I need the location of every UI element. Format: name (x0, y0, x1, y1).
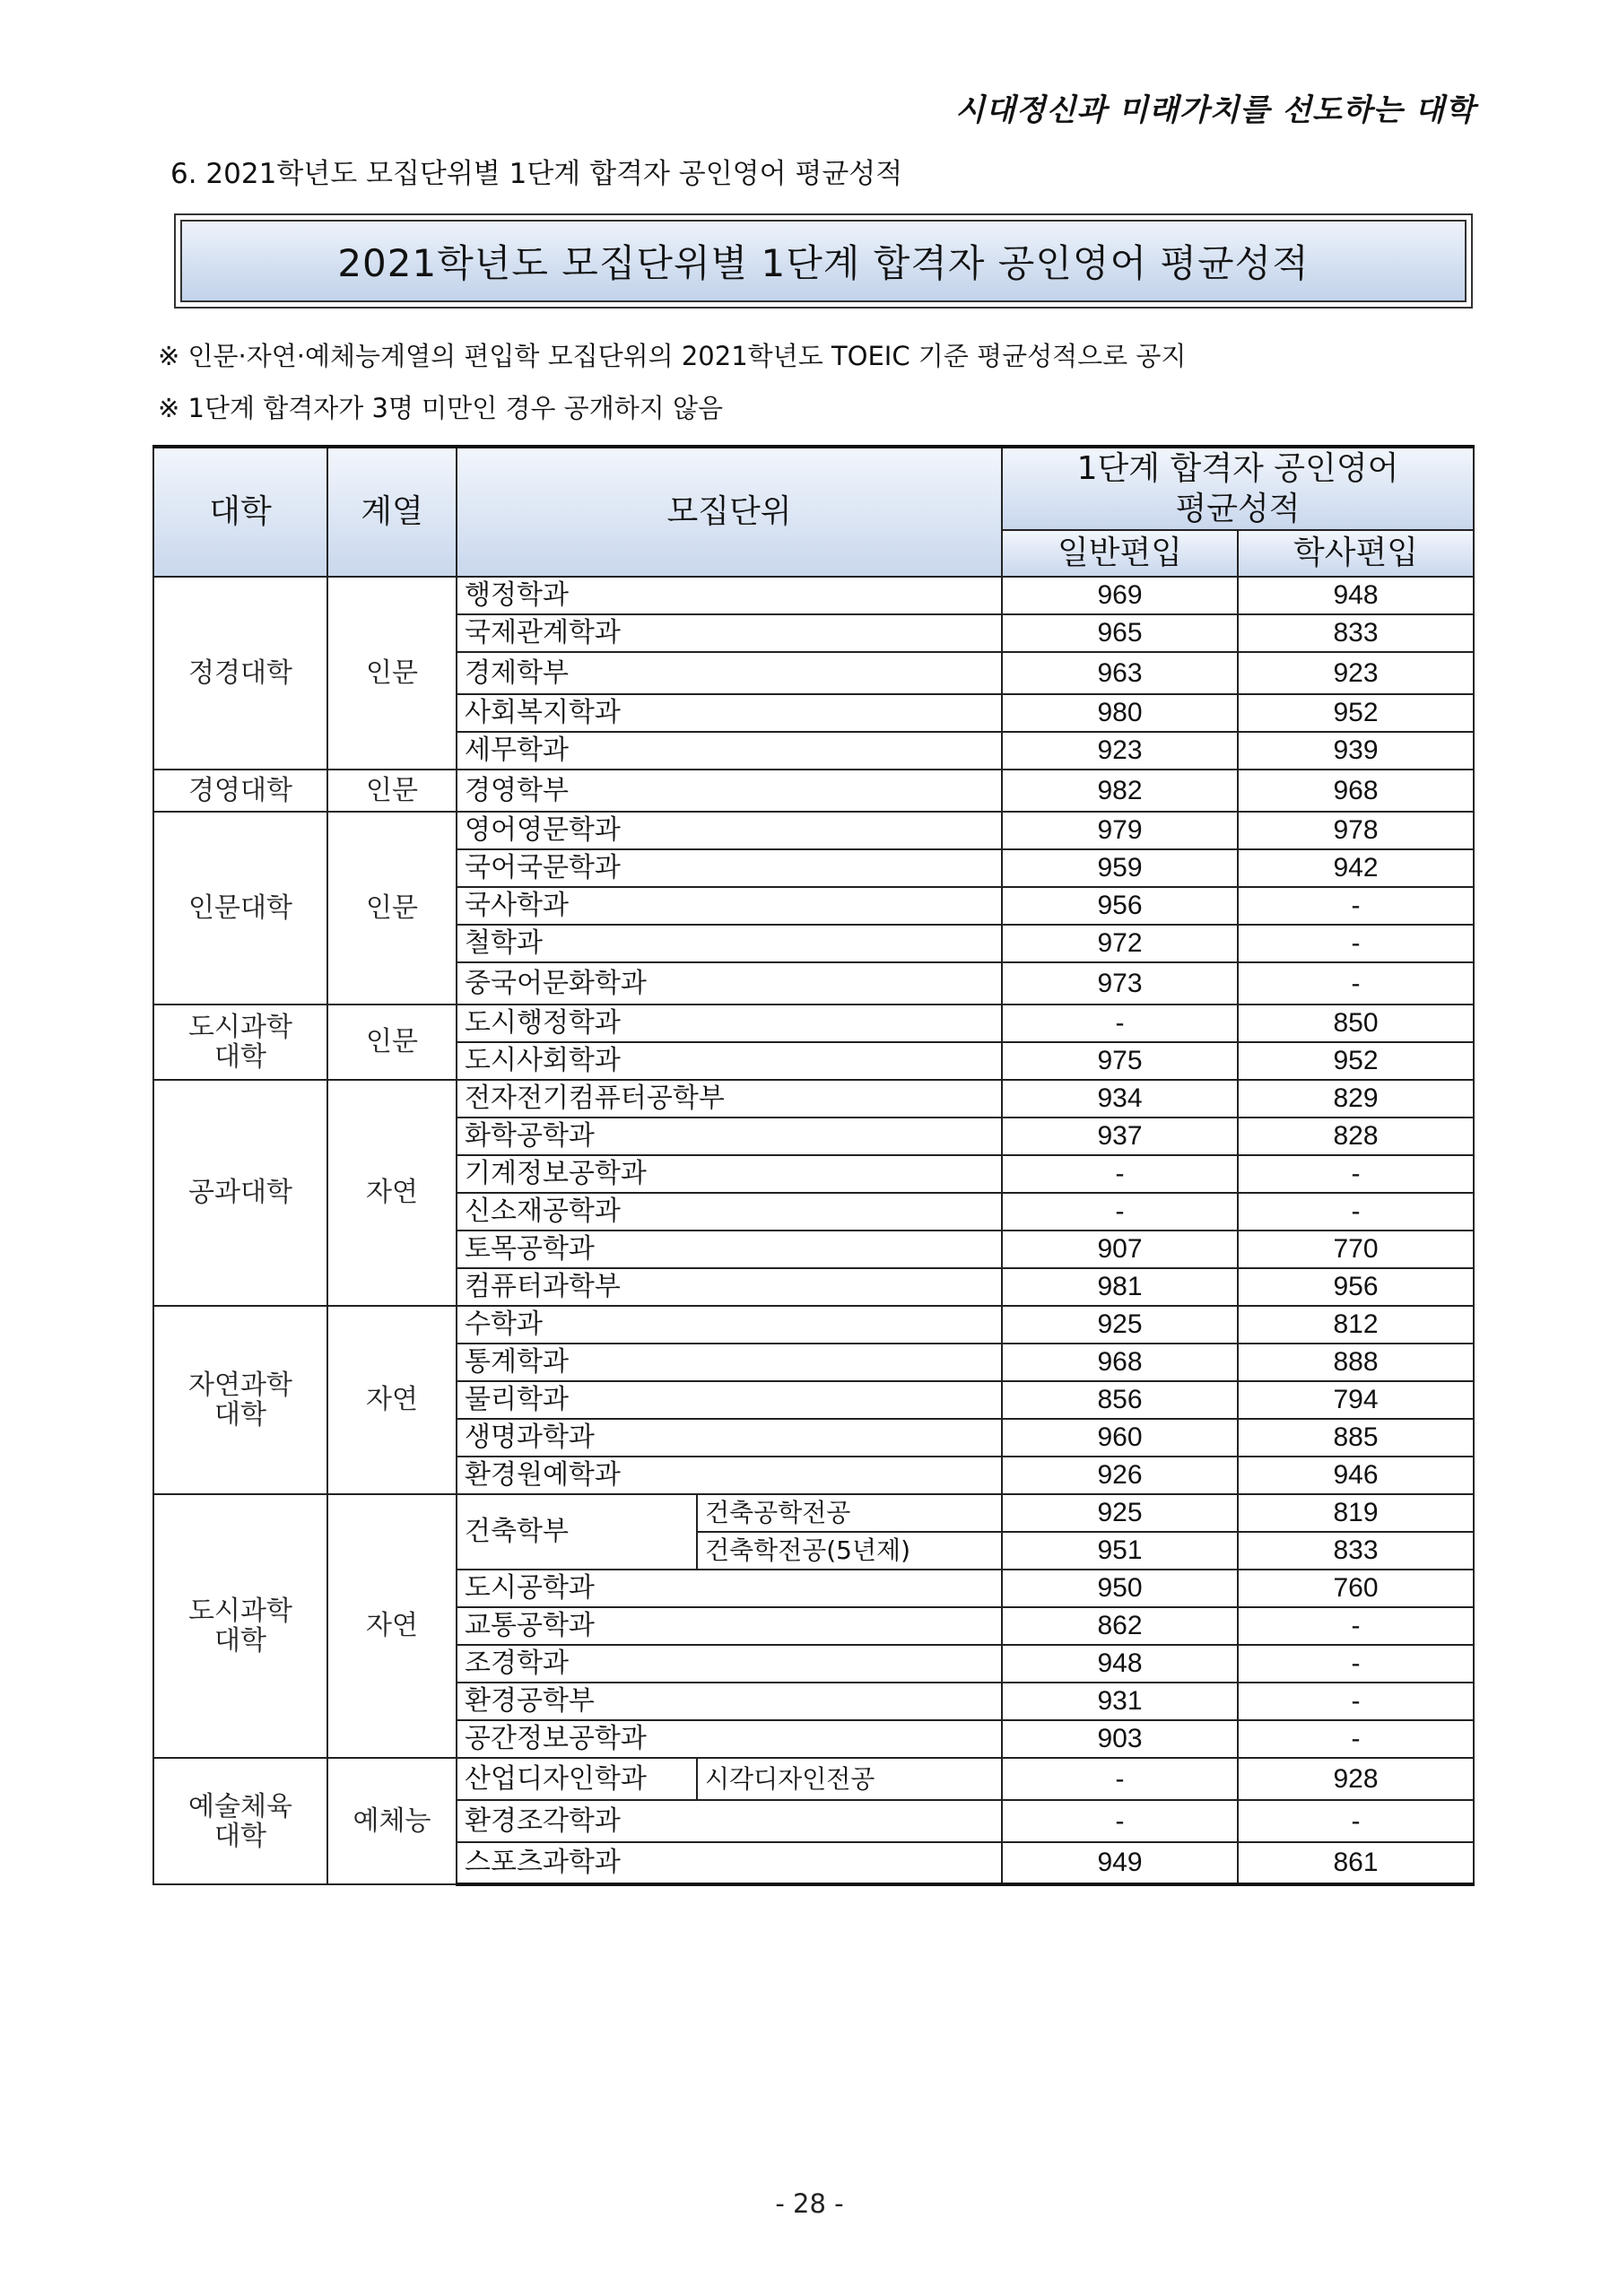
unit-cell: 교통공학과 (457, 1607, 1002, 1645)
general-score: 959 (1002, 849, 1238, 887)
general-score: 903 (1002, 1720, 1238, 1758)
general-score: 982 (1002, 770, 1238, 812)
college-cell: 공과대학 (153, 1080, 327, 1306)
bachelor-score: 850 (1238, 1004, 1474, 1042)
unit-cell: 생명과학과 (457, 1419, 1002, 1457)
sub-unit-cell: 건축학전공(5년제) (697, 1532, 1002, 1570)
college-cell: 자연과학 대학 (153, 1306, 327, 1494)
unit-cell: 도시공학과 (457, 1570, 1002, 1607)
bachelor-score: 760 (1238, 1570, 1474, 1607)
college-cell: 도시과학 대학 (153, 1004, 327, 1080)
bachelor-score: 885 (1238, 1419, 1474, 1457)
note-toeic-basis: ※ 인문·자연·예체능계열의 편입학 모집단위의 2021학년도 TOEIC 기준 평균성적으로 공지 (158, 341, 1187, 371)
unit-cell: 영어영문학과 (457, 812, 1002, 849)
bachelor-score: - (1238, 1193, 1474, 1231)
unit-cell: 환경조각학과 (457, 1800, 1002, 1842)
general-score: 907 (1002, 1231, 1238, 1268)
unit-cell: 사회복지학과 (457, 694, 1002, 732)
general-score: 956 (1002, 887, 1238, 925)
field-cell: 인문 (327, 1004, 457, 1080)
bachelor-score: 828 (1238, 1118, 1474, 1155)
unit-cell: 세무학과 (457, 732, 1002, 770)
bachelor-score: 833 (1238, 1532, 1474, 1570)
unit-cell: 건축학부 (457, 1494, 697, 1570)
bachelor-score: 923 (1238, 652, 1474, 694)
unit-cell: 환경공학부 (457, 1683, 1002, 1720)
college-cell: 도시과학 대학 (153, 1494, 327, 1758)
bachelor-score: - (1238, 962, 1474, 1004)
general-score: 925 (1002, 1494, 1238, 1532)
bachelor-score: 812 (1238, 1306, 1474, 1344)
bachelor-score: 952 (1238, 694, 1474, 732)
general-score: 972 (1002, 925, 1238, 962)
bachelor-score: 819 (1238, 1494, 1474, 1532)
bachelor-score: - (1238, 1720, 1474, 1758)
header-general: 일반편입 (1002, 530, 1238, 577)
note-disclosure: ※ 1단계 합격자가 3명 미만인 경우 공개하지 않음 (158, 393, 723, 423)
table-header (153, 447, 1474, 577)
field-cell: 자연 (327, 1306, 457, 1494)
field-cell: 인문 (327, 577, 457, 770)
bachelor-score: - (1238, 1800, 1474, 1842)
general-score: - (1002, 1155, 1238, 1193)
unit-cell: 도시행정학과 (457, 1004, 1002, 1042)
general-score: 934 (1002, 1080, 1238, 1118)
bachelor-score: 833 (1238, 614, 1474, 652)
bachelor-score: 968 (1238, 770, 1474, 812)
unit-cell: 행정학과 (457, 577, 1002, 614)
college-cell: 정경대학 (153, 577, 327, 770)
general-score: 963 (1002, 652, 1238, 694)
bachelor-score: 794 (1238, 1381, 1474, 1419)
general-score: 981 (1002, 1268, 1238, 1306)
field-cell: 예체능 (327, 1758, 457, 1884)
university-slogan: 시대정신과 미래가치를 선도하는 대학 (954, 92, 1475, 128)
general-score: 969 (1002, 577, 1238, 614)
bachelor-score: - (1238, 1607, 1474, 1645)
unit-cell: 경영학부 (457, 770, 1002, 812)
unit-cell: 국어국문학과 (457, 849, 1002, 887)
title-box (174, 213, 1473, 309)
bachelor-score: 948 (1238, 577, 1474, 614)
general-score: 951 (1002, 1532, 1238, 1570)
unit-cell: 환경원예학과 (457, 1457, 1002, 1494)
bachelor-score: - (1238, 1155, 1474, 1193)
unit-cell: 조경학과 (457, 1645, 1002, 1683)
general-score: 980 (1002, 694, 1238, 732)
general-score: 937 (1002, 1118, 1238, 1155)
unit-cell: 철학과 (457, 925, 1002, 962)
bachelor-score: - (1238, 887, 1474, 925)
unit-cell: 화학공학과 (457, 1118, 1002, 1155)
general-score: - (1002, 1800, 1238, 1842)
bachelor-score: 829 (1238, 1080, 1474, 1118)
bachelor-score: 928 (1238, 1758, 1474, 1800)
general-score: 950 (1002, 1570, 1238, 1607)
bachelor-score: 861 (1238, 1842, 1474, 1884)
general-score: - (1002, 1758, 1238, 1800)
college-cell: 경영대학 (153, 770, 327, 812)
general-score: 973 (1002, 962, 1238, 1004)
page-number: - 28 - (775, 2188, 844, 2219)
header-score-group: 1단계 합격자 공인영어 평균성적 (1002, 447, 1474, 530)
unit-cell: 국사학과 (457, 887, 1002, 925)
header-field: 계열 (327, 447, 457, 577)
header-unit: 모집단위 (457, 447, 1002, 577)
score-table (152, 445, 1475, 1886)
general-score: 923 (1002, 732, 1238, 770)
table-body (153, 577, 1474, 1884)
header-bachelor: 학사편입 (1238, 530, 1474, 577)
field-cell: 자연 (327, 1080, 457, 1306)
unit-cell: 도시사회학과 (457, 1042, 1002, 1080)
unit-cell: 경제학부 (457, 652, 1002, 694)
bachelor-score: 956 (1238, 1268, 1474, 1306)
general-score: 949 (1002, 1842, 1238, 1884)
general-score: 960 (1002, 1419, 1238, 1457)
bachelor-score: 952 (1238, 1042, 1474, 1080)
bachelor-score: 942 (1238, 849, 1474, 887)
bachelor-score: 888 (1238, 1344, 1474, 1381)
general-score: 965 (1002, 614, 1238, 652)
general-score: 856 (1002, 1381, 1238, 1419)
college-cell: 인문대학 (153, 812, 327, 1004)
bachelor-score: - (1238, 1683, 1474, 1720)
college-cell: 예술체육 대학 (153, 1758, 327, 1884)
field-cell: 인문 (327, 770, 457, 812)
general-score: 862 (1002, 1607, 1238, 1645)
general-score: 979 (1002, 812, 1238, 849)
unit-cell: 수학과 (457, 1306, 1002, 1344)
general-score: - (1002, 1193, 1238, 1231)
header-college: 대학 (153, 447, 327, 577)
unit-cell: 산업디자인학과 (457, 1758, 697, 1800)
unit-cell: 신소재공학과 (457, 1193, 1002, 1231)
sub-unit-cell: 건축공학전공 (697, 1494, 1002, 1532)
table-title: 2021학년도 모집단위별 1단계 합격자 공인영어 평균성적 (180, 220, 1467, 302)
bachelor-score: - (1238, 925, 1474, 962)
sub-unit-cell: 시각디자인전공 (697, 1758, 1002, 1800)
field-cell: 인문 (327, 812, 457, 1004)
section-heading: 6. 2021학년도 모집단위별 1단계 합격자 공인영어 평균성적 (170, 158, 903, 190)
field-cell: 자연 (327, 1494, 457, 1758)
unit-cell: 기계정보공학과 (457, 1155, 1002, 1193)
bachelor-score: 770 (1238, 1231, 1474, 1268)
unit-cell: 통계학과 (457, 1344, 1002, 1381)
general-score: 931 (1002, 1683, 1238, 1720)
unit-cell: 중국어문화학과 (457, 962, 1002, 1004)
unit-cell: 국제관계학과 (457, 614, 1002, 652)
general-score: 948 (1002, 1645, 1238, 1683)
general-score: 926 (1002, 1457, 1238, 1494)
unit-cell: 토목공학과 (457, 1231, 1002, 1268)
unit-cell: 스포츠과학과 (457, 1842, 1002, 1884)
bachelor-score: 939 (1238, 732, 1474, 770)
general-score: 968 (1002, 1344, 1238, 1381)
unit-cell: 공간정보공학과 (457, 1720, 1002, 1758)
general-score: - (1002, 1004, 1238, 1042)
unit-cell: 물리학과 (457, 1381, 1002, 1419)
unit-cell: 전자전기컴퓨터공학부 (457, 1080, 1002, 1118)
unit-cell: 컴퓨터과학부 (457, 1268, 1002, 1306)
bachelor-score: 946 (1238, 1457, 1474, 1494)
general-score: 925 (1002, 1306, 1238, 1344)
bachelor-score: - (1238, 1645, 1474, 1683)
general-score: 975 (1002, 1042, 1238, 1080)
bachelor-score: 978 (1238, 812, 1474, 849)
